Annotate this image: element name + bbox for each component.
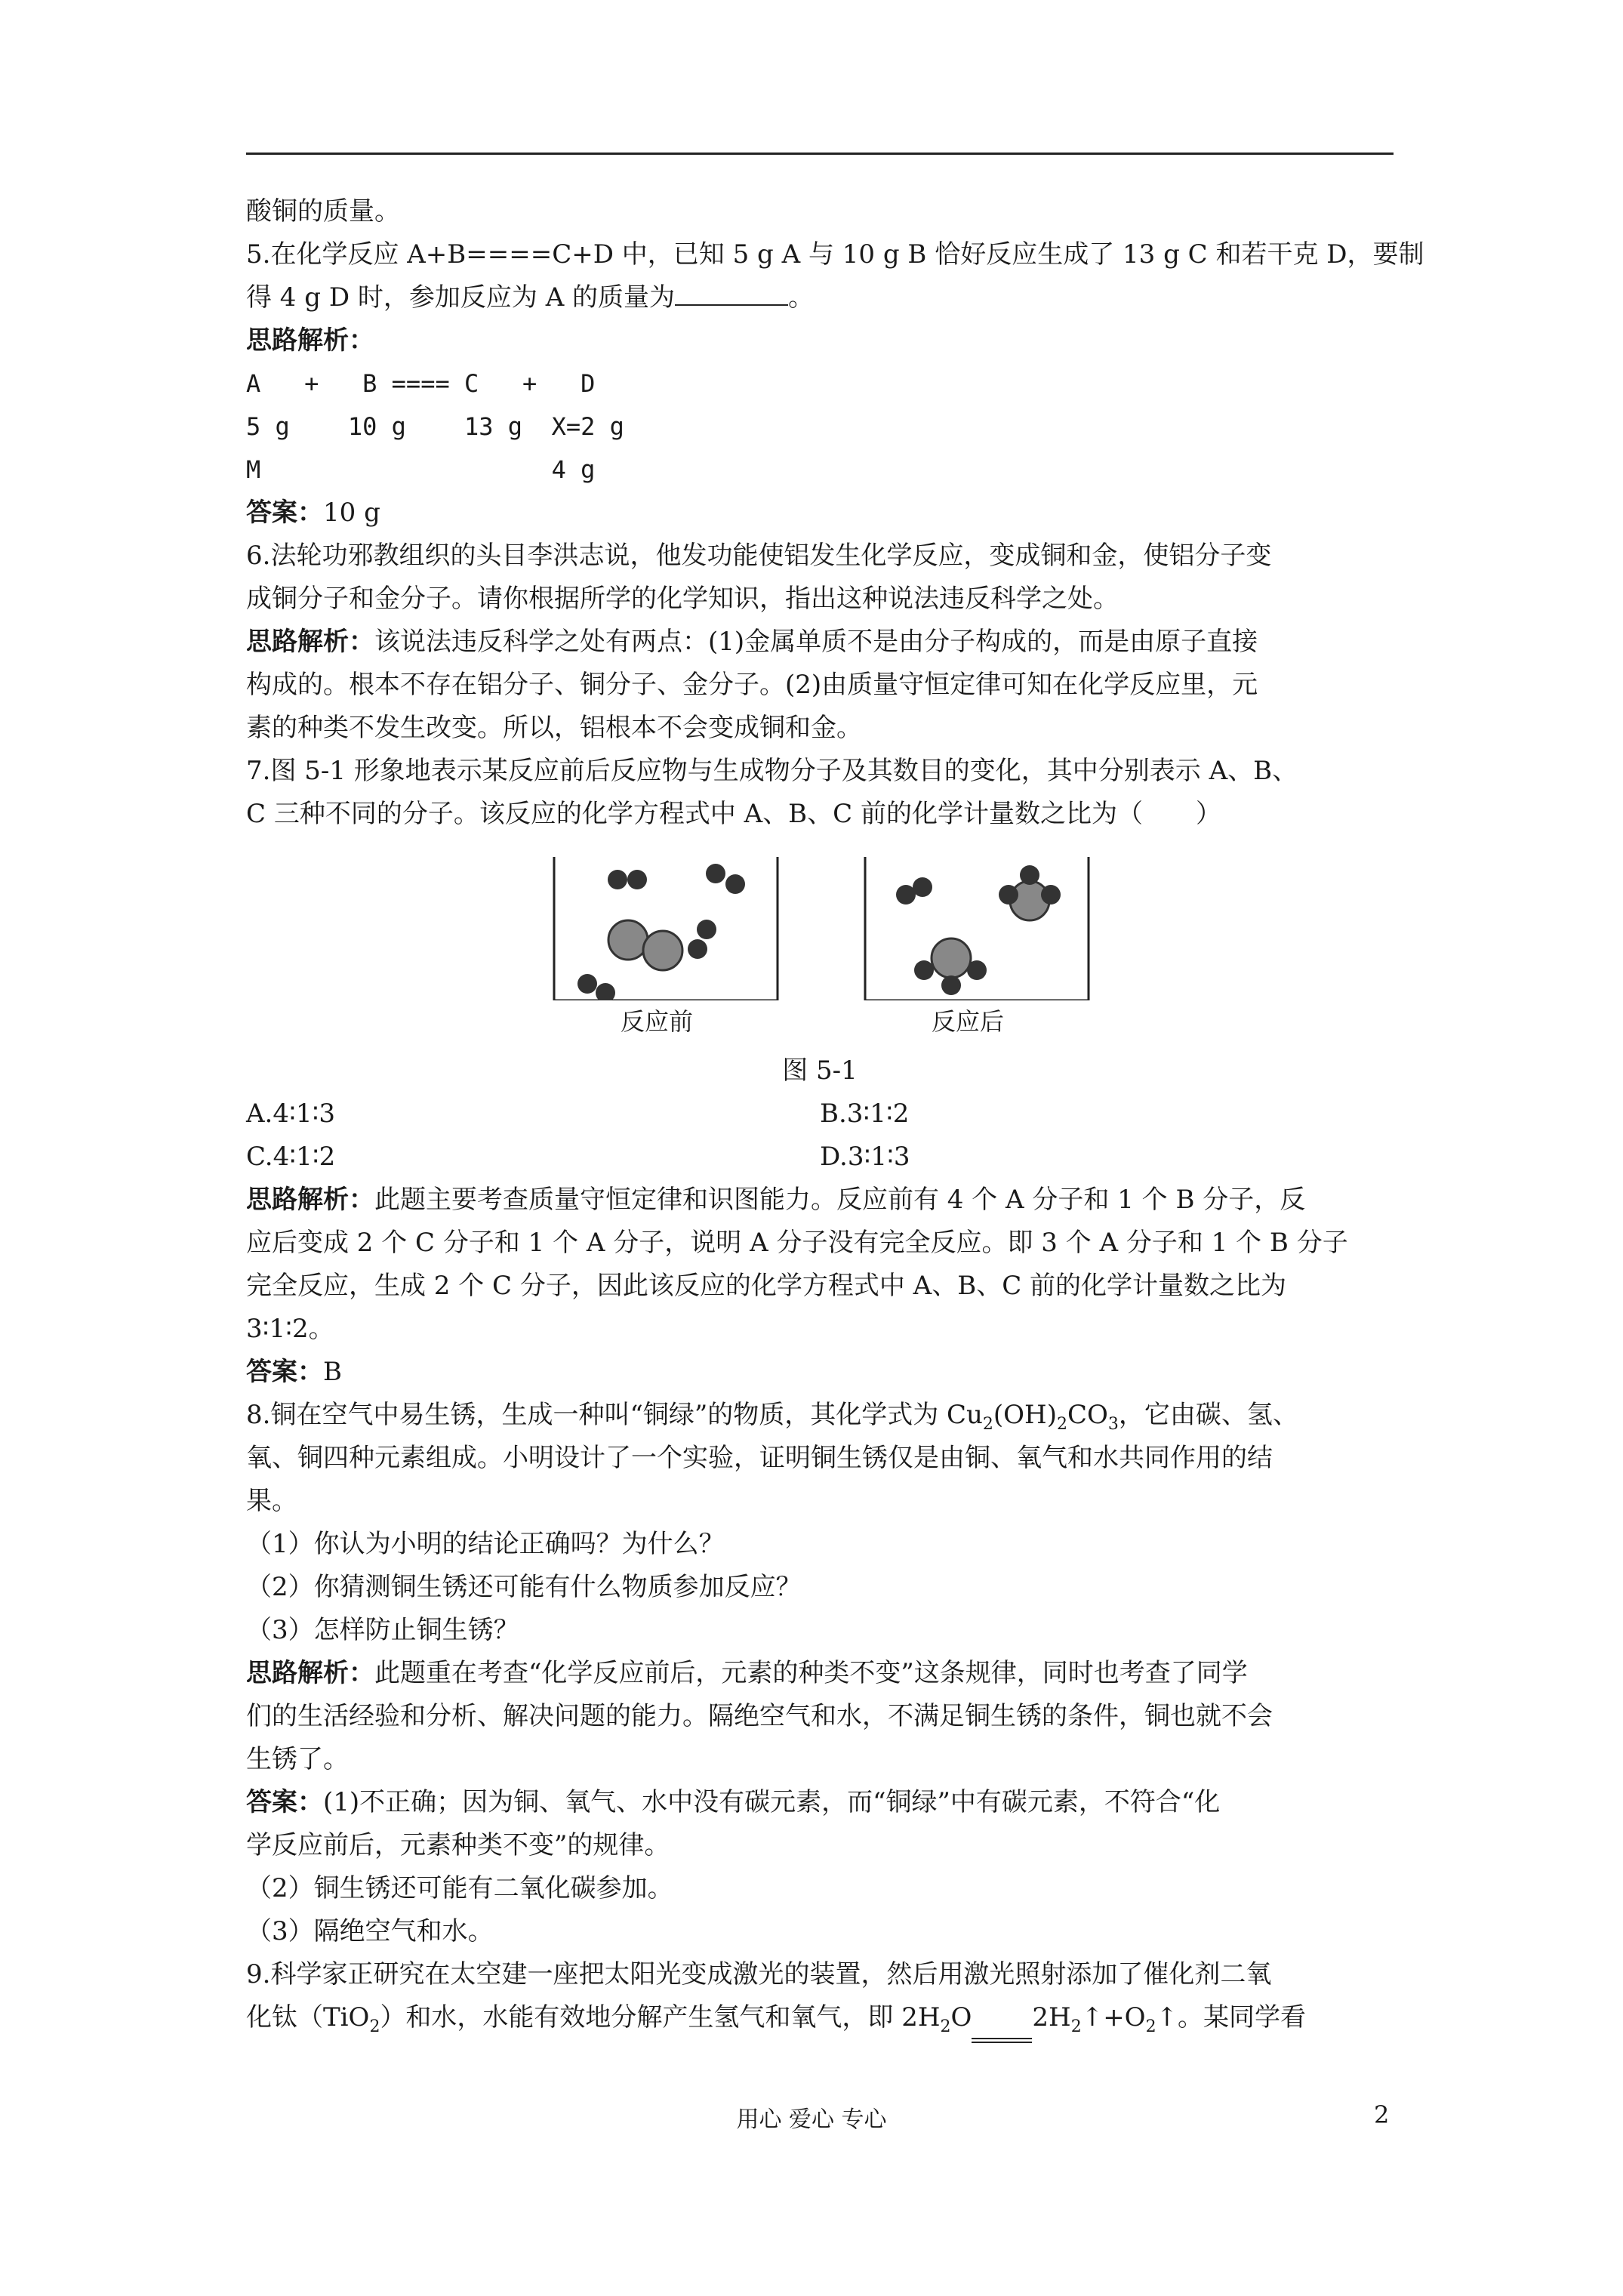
question-6-line: 成铜分子和金分子。请你根据所学的化学知识，指出这种说法违反科学之处。 — [246, 584, 1119, 614]
footer-motto: 用心 爱心 专心 — [736, 2106, 887, 2133]
analysis-line: 生锈了。 — [246, 1744, 349, 1774]
figure-5-1 — [246, 857, 1394, 1000]
question-7-line: 7.图 5-1 形象地表示某反应前后反应物与生成物分子及其数目的变化，其中分别表示 A、B、 — [246, 756, 1298, 786]
analysis-line: 构成的。根本不存在铝分子、铜分子、金分子。(2)由质量守恒定律可知在化学反应里，元 — [246, 670, 1258, 700]
label-before: 反应前 — [621, 1007, 694, 1036]
question-6-line: 6.法轮功邪教组织的头目李洪志说，他发功能使铝发生化学反应，变成铜和金，使铝分子变 — [246, 541, 1272, 571]
figure-labels — [246, 1000, 1394, 1043]
question-8-line: 8.铜在空气中易生锈，生成一种叫“铜绿”的物质，其化学式为 $Cu_2(OH)_2CO_3$，它由碳、氢、 — [246, 1400, 1298, 1434]
analysis-line: 应后变成 2 个 C 分子和 1 个 A 分子，说明 A 分子没有完全反应。即 3 个 A 分子和 1 个 B 分子 — [246, 1228, 1348, 1258]
question-9-line: 9.科学家正研究在太空建一座把太阳光变成激光的装置，然后用激光照射添加了催化剂二氧 — [246, 1959, 1272, 1989]
question-9-line: 化钛（TiO$_2$）和水，水能有效地分解产生氢气和氧气，即 $2H_2O$ $2H_2↑+O_2↑$。某同学看 — [246, 2002, 1307, 2036]
analysis-line: 完全反应，生成 2 个 C 分子，因此该反应的化学方程式中 A、B、C 前的化学计量数之比为 — [246, 1271, 1287, 1301]
calc-line: A + B ==== C + D — [246, 369, 596, 398]
option-a: A.4∶1∶3 — [246, 1099, 335, 1129]
equals-bar — [972, 2003, 1032, 2026]
answer-blank — [675, 282, 788, 306]
question-5-line: 得 4 g D 时，参加反应为 A 的质量为 。 — [246, 282, 815, 313]
header-rule — [246, 153, 1394, 155]
answer-line: 答案：10 g — [246, 498, 380, 528]
sub-question: （2）你猜测铜生锈还可能有什么物质参加反应？ — [246, 1572, 802, 1602]
molecule-diagram — [246, 857, 1394, 1000]
calc-line: 5 g 10 g 13 g X=2 g — [246, 412, 624, 441]
calc-line: M 4 g — [246, 455, 596, 484]
analysis-line: 思路解析：此题主要考查质量守恒定律和识图能力。反应前有 4 个 A 分子和 1 个 B 分子，反 — [246, 1185, 1306, 1215]
molecules-after — [896, 865, 1061, 995]
answer-line: 答案：B — [246, 1357, 342, 1387]
analysis-line: 们的生活经验和分析、解决问题的能力。隔绝空气和水，不满足铜生锈的条件，铜也就不会 — [246, 1701, 1273, 1731]
molecules-before — [577, 864, 745, 1000]
analysis-line: 素的种类不发生改变。所以，铝根本不会变成铜和金。 — [246, 713, 862, 743]
option-c: C.4∶1∶2 — [246, 1142, 336, 1172]
question-8-line: 果。 — [246, 1486, 297, 1516]
analysis-line: 3∶1∶2。 — [246, 1314, 334, 1344]
figure-caption: 图 5-1 — [782, 1056, 858, 1086]
option-d: D.3∶1∶3 — [820, 1142, 910, 1172]
answer-line: （3）隔绝空气和水。 — [246, 1916, 494, 1946]
text-line: 酸铜的质量。 — [246, 196, 400, 227]
analysis-line: 思路解析：此题重在考查“化学反应前后，元素的种类不变”这条规律，同时也考查了同学 — [246, 1658, 1248, 1688]
analysis-label: 思路解析： — [246, 325, 374, 356]
options-row — [246, 1093, 1394, 1136]
sub-question: （3）怎样防止铜生锈？ — [246, 1615, 519, 1645]
answer-line: （2）铜生锈还可能有二氧化碳参加。 — [246, 1873, 673, 1903]
label-after: 反应后 — [932, 1007, 1005, 1036]
document-body — [246, 190, 1424, 2057]
answer-line: 答案：(1)不正确；因为铜、氧气、水中没有碳元素，而“铜绿”中有碳元素，不符合“化 — [246, 1787, 1221, 1817]
sub-question: （1）你认为小明的结论正确吗？为什么？ — [246, 1529, 725, 1559]
question-5-line: 5.在化学反应 A+B====C+D 中，已知 5 g A 与 10 g B 恰好反应生成了 13 g C 和若干克 D，要制 — [246, 239, 1424, 270]
options-row — [246, 1136, 1394, 1179]
question-7-line: C 三种不同的分子。该反应的化学方程式中 A、B、C 前的化学计量数之比为（ ） — [246, 799, 1221, 829]
question-8-line: 氧、铜四种元素组成。小明设计了一个实验，证明铜生锈仅是由铜、氧气和水共同作用的结 — [246, 1443, 1273, 1473]
option-b: B.3∶1∶2 — [820, 1099, 910, 1129]
analysis-line: 思路解析：该说法违反科学之处有两点：(1)金属单质不是由分子构成的，而是由原子直接 — [246, 627, 1258, 657]
answer-line: 学反应前后，元素种类不变”的规律。 — [246, 1830, 670, 1860]
page-number: 2 — [1374, 2100, 1390, 2129]
